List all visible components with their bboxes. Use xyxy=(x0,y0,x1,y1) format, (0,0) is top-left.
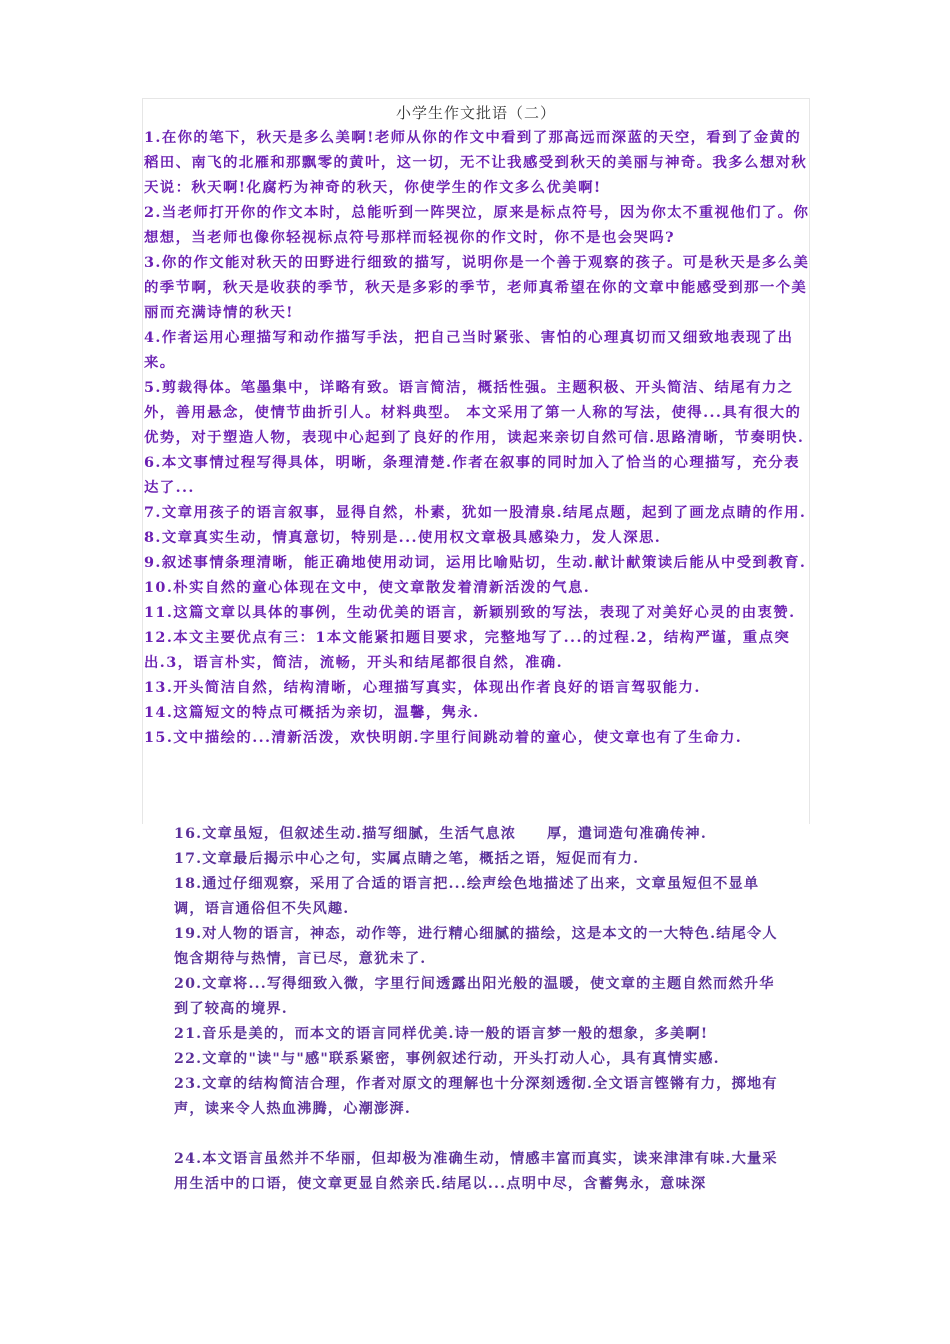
comment-item: 4.作者运用心理描写和动作描写手法，把自己当时紧张、害怕的心理真切而又细致地表现了出来。 xyxy=(144,329,794,371)
comment-item: 20.文章将...写得细致入微，字里行间透露出阳光般的温暖，使文章的主题自然而然升华到了较高的境界. xyxy=(174,976,775,1017)
comment-list-section-a xyxy=(144,125,810,750)
comment-item: 14.这篇短文的特点可概括为亲切，温馨，隽永. xyxy=(144,704,480,721)
comment-item: 12.本文主要优点有三：1本文能紧扣题目要求，完整地写了...的过程.2，结构严谨，重点突出.3，语言朴实，简洁，流畅，开头和结尾都很自然，准确. xyxy=(144,629,791,671)
comment-item: 23.文章的结构简洁合理，作者对原文的理解也十分深刻透彻.全文语言铿锵有力，掷地有声，读来令人热血沸腾，心潮澎湃. xyxy=(174,1076,778,1117)
comment-item: 19.对人物的语言，神态，动作等，进行精心细腻的描绘，这是本文的一大特色.结尾令人饱含期待与热情，言已尽，意犹未了. xyxy=(174,926,778,967)
comment-item: 8.文章真实生动，情真意切，特别是...使用权文章极具感染力，发人深思. xyxy=(144,529,662,546)
comment-item: 2.当老师打开你的作文本时，总能听到一阵哭泣，原来是标点符号，因为你太不重视他们了。你想想，当老师也像你轻视标点符号那样而轻视你的作文时，你不是也会哭吗? xyxy=(144,204,810,246)
comment-item: 9.叙述事情条理清晰，能正确地使用动词，运用比喻贴切，生动.献计献策读后能从中受到教育. xyxy=(144,554,807,571)
comment-item: 10.朴实自然的童心体现在文中，使文章散发着清新活泼的气息. xyxy=(144,579,591,596)
comment-item: 6.本文事情过程写得具体，明晰，条理清楚.作者在叙事的同时加入了恰当的心理描写，充分表达了... xyxy=(144,454,800,496)
comment-item: 24.本文语言虽然并不华丽，但却极为准确生动，情感丰富而真实，读来津津有味.大量采用生活中的口语，使文章更显自然亲氏.结尾以...点明中尽，含蓄隽永，意味深 xyxy=(174,1151,778,1192)
comment-item: 22.文章的"读"与"感"联系紧密，事例叙述行动，开头打动人心，具有真情实感. xyxy=(174,1051,720,1067)
comment-item: 15.文中描绘的...清新活泼，欢快明朗.字里行间跳动着的童心，使文章也有了生命力. xyxy=(144,729,743,746)
comment-item: 5.剪裁得体。笔墨集中，详略有致。语言简洁，概括性强。主题积极、开头简洁、结尾有力之外，善用悬念，使情节曲折引人。材料典型。 本文采用了第一人称的写法，使得...具有很大的优势，对于塑造人物，表现中心起到了良好的作用，读起来亲切自然可信.思路清晰，节奏明快. xyxy=(144,379,805,446)
comment-list-section-b xyxy=(174,822,784,1197)
comment-item: 11.这篇文章以具体的事例，生动优美的语言，新颖别致的写法，表现了对美好心灵的由衷赞. xyxy=(144,604,796,621)
comment-item: 7.文章用孩子的语言叙事，显得自然，朴素，犹如一股清泉.结尾点题，起到了画龙点睛的作用. xyxy=(144,504,807,521)
comment-item: 21.音乐是美的，而本文的语言同样优美.诗一般的语言梦一般的想象，多美啊! xyxy=(174,1026,709,1042)
document-title: 小学生作文批语（二） xyxy=(395,104,556,122)
comment-item: 18.通过仔细观察，采用了合适的语言把...绘声绘色地描述了出来，文章虽短但不显单调，语言通俗但不失风趣. xyxy=(174,876,760,917)
comment-item: 16.文章虽短，但叙述生动.描写细腻，生活气息浓 厚，遣词造句准确传神. xyxy=(174,826,707,842)
comment-item: 3.你的作文能对秋天的田野进行细致的描写，说明你是一个善于观察的孩子。可是秋天是多么美的季节啊，秋天是收获的季节，秋天是多彩的季节，老师真希望在你的文章中能感受到那一个美丽而充满诗情的秋天! xyxy=(144,254,810,321)
comment-item: 13.开头简洁自然，结构清晰，心理描写真实，体现出作者良好的语言驾驭能力. xyxy=(144,679,701,696)
comment-item: 1.在你的笔下，秋天是多么美啊!老师从你的作文中看到了那高远而深蓝的天空，看到了金黄的稻田、南飞的北雁和那飘零的黄叶，这一切，无不让我感受到秋天的美丽与神奇。我多么想对秋天说：秋天啊!化腐朽为神奇的秋天，你使学生的作文多么优美啊! xyxy=(144,129,808,196)
comment-item: 17.文章最后揭示中心之句，实属点睛之笔，概括之语，短促而有力. xyxy=(174,851,640,867)
